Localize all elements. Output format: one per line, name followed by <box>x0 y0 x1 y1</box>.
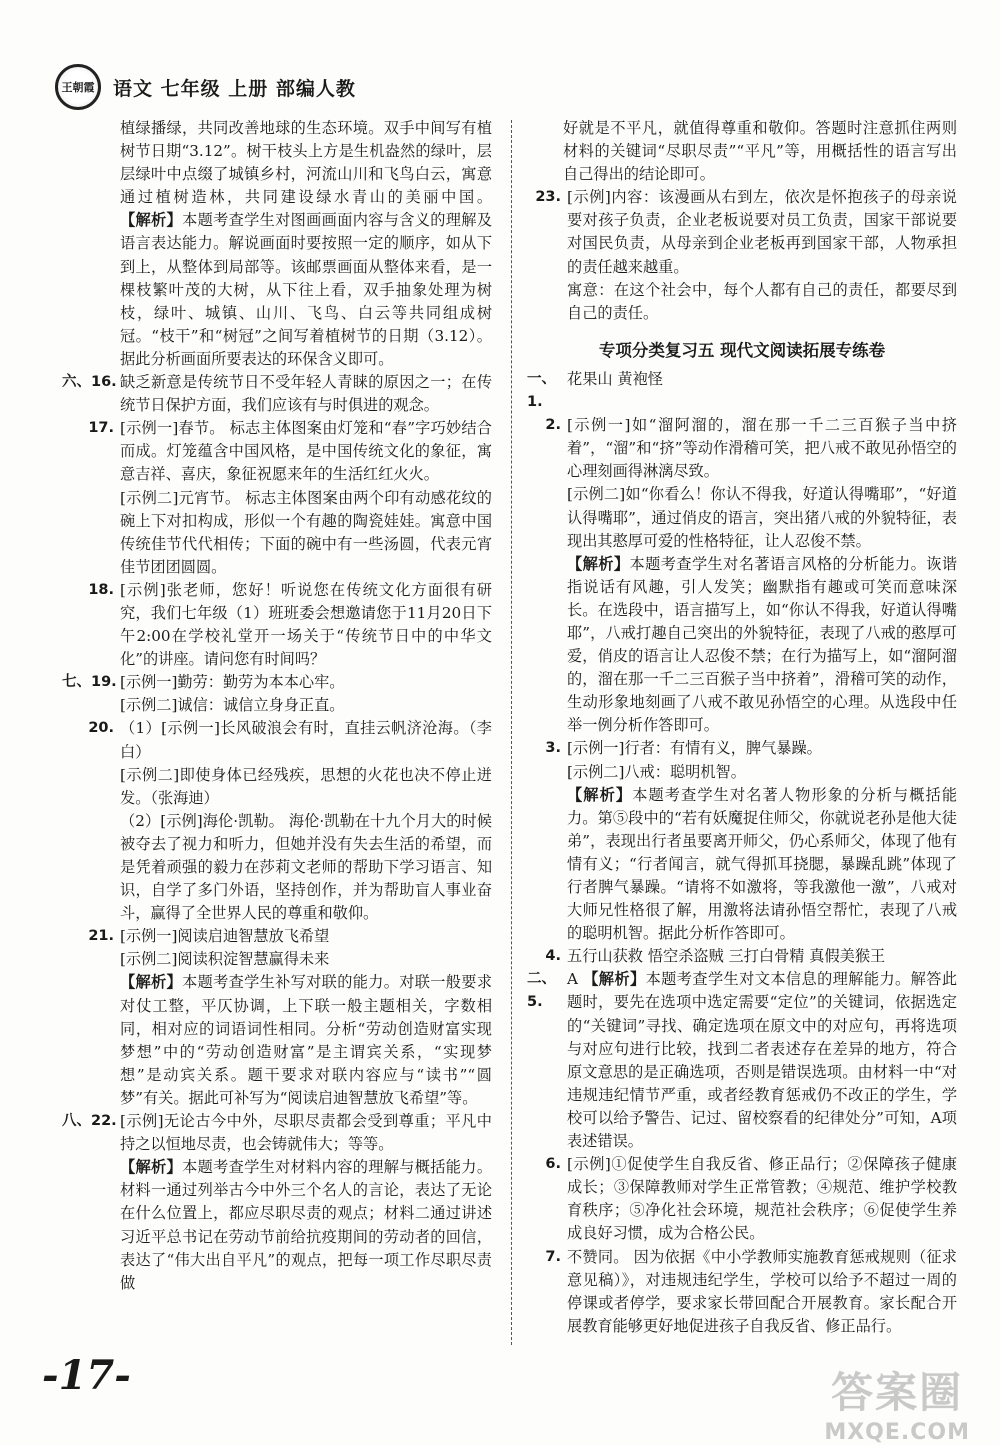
answer-item-17 <box>62 417 492 579</box>
question-number: 4. <box>545 948 561 965</box>
answer-text: [示例]内容：该漫画从右到左，依次是怀抱孩子的母亲说要对孩子负责，企业老板说要对员工负责，国家干部说要对国民负责，从母亲到企业老板再到国家干部，人物承担的责任越来越重。 <box>567 188 957 276</box>
page-header <box>55 62 356 112</box>
analysis <box>567 784 957 946</box>
answer-item-16 <box>62 371 492 417</box>
publisher-logo <box>55 64 101 110</box>
question-number: 7. <box>545 1248 561 1265</box>
answer-text: [示例二]如“你看么！你认不得我，好道认得嘴耶”，“好道认得嘴耶”，通过俏皮的语言，突出猪八戒的外貌特征，表现出其憨厚可爱的性格特征，让人忍俊不禁。 <box>567 485 957 550</box>
answer-text: [示例一]行者：有情有义，脾气暴躁。 <box>567 739 822 758</box>
analysis-text: 本题考查学生对材料内容的理解与概括能力。材料一通过列举古今中外三个名人的言论，表达了无论在什么位置上，都应尽职尽责的观点；材料二通过讲述习近平总书记在劳动节前给抗疫期间的劳动者的回信，表达了“伟大出自平凡”的观点，把每一项工作尽职尽责做 <box>120 1158 493 1292</box>
answer-text: （2）[示例]海伦·凯勒。 海伦·凯勒在十九个月大的时候被夺去了视力和听力，但她并没有失去生活的希望，而是凭着顽强的毅力在莎莉文老师的帮助下学习语言、知识，自学了多门外语，坚持创作，并为帮助盲人事业奋斗，赢得了全世界人民的尊重和敬仰。 <box>120 811 492 923</box>
book-title: 语文 七年级 上册 部编人教 <box>113 77 356 100</box>
analysis-text: 本题考查学生对名著人物形象的分析与概括能力。第⑤段中的“若有妖魔捉住师父，你就说老孙是他大徒弟”，表现出行者虽要离开师父，仍心系师父，体现了他有情有义；“行者闻言，就气得抓耳挠腮，暴躁乱跳”体现了行者脾气暴躁。“请将不如激将，等我激他一激”，八戒对大师兄性格很了解，用激将法请孙悟空帮忙，表现了八戒的聪明机智。据此分析作答即可。 <box>567 785 958 943</box>
answer-text: [示例二]八戒：聪明机智。 <box>567 762 746 781</box>
analysis-text: 本题考查学生对名著语言风格的分析能力。诙谐指说话有风趣，引人发笑；幽默指有趣或可笑而意味深长。在选段中，语言描写上，如“你认不得我，好道认得嘴耶”，八戒打趣自己突出的外貌特征，表现了八戒的憨厚可爱，俏皮的语言让人忍俊不禁；在行为描写上，如“溜阿溜的，溜在那一千二三百猴子当中挤着”，滑稽可笑的动作，生动形象地刻画了八戒不敢见孙悟空的心理。从选段中任举一例分析作答即可。 <box>567 554 957 735</box>
analysis <box>567 553 957 738</box>
answer-text: [示例一]如“溜阿溜的，溜在那一千二三百猴子当中挤着”，“溜”和“挤”等动作滑稽可笑，把八戒不敢见孙悟空的心理刻画得淋漓尽致。 <box>567 416 957 481</box>
answer-text: 植绿播绿，共同改善地球的生态环境。双手中间写有植树节日期“3.12”。树干枝头上方是生机盎然的绿叶，层层绿叶中点缀了城镇乡村，河流山川和飞鸟白云，寓意通过植树造林，共同建设绿水青山的美丽中国。 <box>120 119 492 207</box>
answer-item-4 <box>527 945 957 968</box>
question-number: 17. <box>88 420 114 437</box>
question-number: 23. <box>535 189 561 206</box>
answer-text: 寓意：在这个社会中，每个人都有自己的责任，都要尽到自己的责任。 <box>567 280 957 322</box>
answer-continuation: 好就是不平凡，就值得尊重和敬仰。答题时注意抓住两则材料的关键词“尽职尽责”“平凡”等，用概括性的语言写出自己得出的结论即可。 <box>563 119 957 184</box>
analysis-label: 【解析】 <box>583 970 646 989</box>
question-number: 3. <box>545 740 561 757</box>
column-divider <box>511 120 512 1345</box>
answer-text: [示例二]元宵节。 标志主体图案由两个印有动感花纹的碗上下对扣构成，形似一个有趣的陶瓷娃娃。寓意中国传统佳节代代相传；下面的碗中有一些汤圆，代表元宵佳节团团圆圆。 <box>120 488 492 576</box>
analysis-label: 【解析】 <box>567 785 633 804</box>
analysis <box>120 971 492 1110</box>
question-number: 六、16. <box>62 374 117 391</box>
answer-text: 五行山获救 悟空杀盗贼 三打白骨精 真假美猴王 <box>567 947 886 966</box>
question-number: 6. <box>545 1156 561 1173</box>
answer-item-21 <box>62 925 492 1110</box>
watermark-title: 答案圈 <box>831 1368 964 1417</box>
question-number: 八、22. <box>62 1113 117 1130</box>
answer-choice: A <box>567 970 578 989</box>
answer-text: [示例二]阅读积淀智慧赢得未来 <box>120 950 330 969</box>
question-number: 18. <box>88 581 114 598</box>
right-column <box>527 117 957 1338</box>
left-column <box>62 117 492 1295</box>
watermark-url: MXQE.COM <box>824 1420 970 1445</box>
watermark <box>824 1360 970 1445</box>
answer-text: 缺乏新意是传统节日不受年轻人青睐的原因之一；在传统节日保护方面，我们应该有与时俱进的观念。 <box>120 373 492 415</box>
question-number: 七、19. <box>62 674 117 691</box>
answer-text <box>567 968 957 1153</box>
answer-item-19 <box>62 671 492 717</box>
question-number: 一、1. <box>527 370 556 411</box>
analysis-text: 本题考查学生补写对联的能力。对联一般要求对仗工整，平仄协调，上下联一般主题相关，字数相同，相对应的词语词性相同。分析“劳动创造财富实现梦想”中的“劳动创造财富”是主谓宾关系，“实现梦想”是动宾关系。题干要求对联内容应与“读书”“圆梦”有关。据此可补写为“阅读启迪智慧放飞希望”等。 <box>120 973 493 1107</box>
answer-item-7 <box>527 1246 957 1338</box>
analysis-label: 【解析】 <box>120 973 183 992</box>
answer-text: [示例二]诚信：诚信立身身正直。 <box>120 696 345 715</box>
analysis-text: 本题考查学生对图画画面内容与含义的理解及语言表达能力。解说画面时要按照一定的顺序，如从下到上，从整体到局部等。该邮票画面从整体来看，是一棵枝繁叶茂的大树，从下往上看，双手抽象处理为树枝，绿叶、城镇、山川、飞鸟、白云等共同组成树冠。“枝干”和“树冠”之间写着植树节的日期（3.12）。据此分析画面所要表达的环保含义即可。 <box>120 211 493 368</box>
analysis-label: 【解析】 <box>120 1158 183 1177</box>
analysis-label: 【解析】 <box>120 211 183 230</box>
answer-item-22 <box>62 1110 492 1295</box>
answer-text: [示例]①促使学生自我反省、修正品行；②保障孩子健康成长；③保障教师对学生正常管教；④规范、维护学校教育秩序；⑤净化社会环境，规范社会秩序；⑥促使学生养成良好习惯，成为合格公民。 <box>567 1155 957 1243</box>
question-number: 二、5. <box>527 971 556 1011</box>
answer-item-1 <box>527 368 957 414</box>
answer-text: 花果山 黄袍怪 <box>567 369 663 388</box>
answer-text: [示例一]春节。 标志主体图案由灯笼和“春”字巧妙结合而成。灯笼蕴含中国风格，是中国传统文化的象征，寓意吉祥、喜庆，象征祝愿来年的生活红红火火。 <box>120 419 492 484</box>
answer-continuation <box>62 117 492 371</box>
page-number: -17- <box>42 1352 131 1399</box>
analysis <box>120 1156 492 1295</box>
section-title: 专项分类复习五 现代文阅读拓展专练卷 <box>598 340 886 360</box>
question-number: 21. <box>88 928 114 945</box>
answer-item-6 <box>527 1153 957 1245</box>
logo-text: 王朝霞 <box>61 81 95 94</box>
question-number: 2. <box>545 417 561 434</box>
analysis-label: 【解析】 <box>567 554 630 573</box>
answer-text: [示例二]即使身体已经残疾，思想的火花也决不停止迸发。（张海迪） <box>120 765 492 807</box>
answer-text: 不赞同。 因为依据《中小学教师实施教育惩戒规则（征求意见稿）》，对违规违纪学生，学校可以给予不超过一周的停课或者停学，要求家长带回配合开展教育。家长配合开展教育能够更好地促进孩子自我反省、修正品行。 <box>567 1247 957 1335</box>
answer-item-5 <box>527 968 957 1153</box>
answer-item-23 <box>527 186 957 325</box>
answer-text: [示例]无论古今中外，尽职尽责都会受到尊重；平凡中持之以恒地尽责，也会铸就伟大；等等。 <box>120 1112 492 1154</box>
answer-item-3 <box>527 737 957 945</box>
answer-text: [示例]张老师，您好！听说您在传统文化方面很有研究，我们七年级（1）班班委会想邀请您于11月20日下午2:00在学校礼堂开一场关于“传统节日中的中华文化”的讲座。请问您有时间吗？ <box>120 580 492 669</box>
answer-text: （1）[示例一]长风破浪会有时，直挂云帆济沧海。（李白） <box>120 719 492 761</box>
answer-text: [示例一]勤劳：勤劳为本本心牢。 <box>120 673 345 692</box>
answer-item-20 <box>62 717 492 925</box>
answer-item-2 <box>527 414 957 737</box>
answer-text: [示例一]阅读启迪智慧放飞希望 <box>120 927 330 946</box>
answer-item-18 <box>62 579 492 671</box>
analysis-text: 本题考查学生对文本信息的理解能力。解答此题时，要先在选项中选定需要“定位”的关键词，依据选定的“关键词”寻找、确定选项在原文中的对应句，再将选项与对应句进行比较，找到二者表述存在差异的地方，符合原文意思的是正确选项，否则是错误选项。由材料一中“对违规违纪情节严重，或者经教育惩戒仍不改正的学生，学校可以给予警告、记过、留校察看的纪律处分”可知，A项表述错误。 <box>567 970 958 1151</box>
question-number: 20. <box>88 720 114 737</box>
